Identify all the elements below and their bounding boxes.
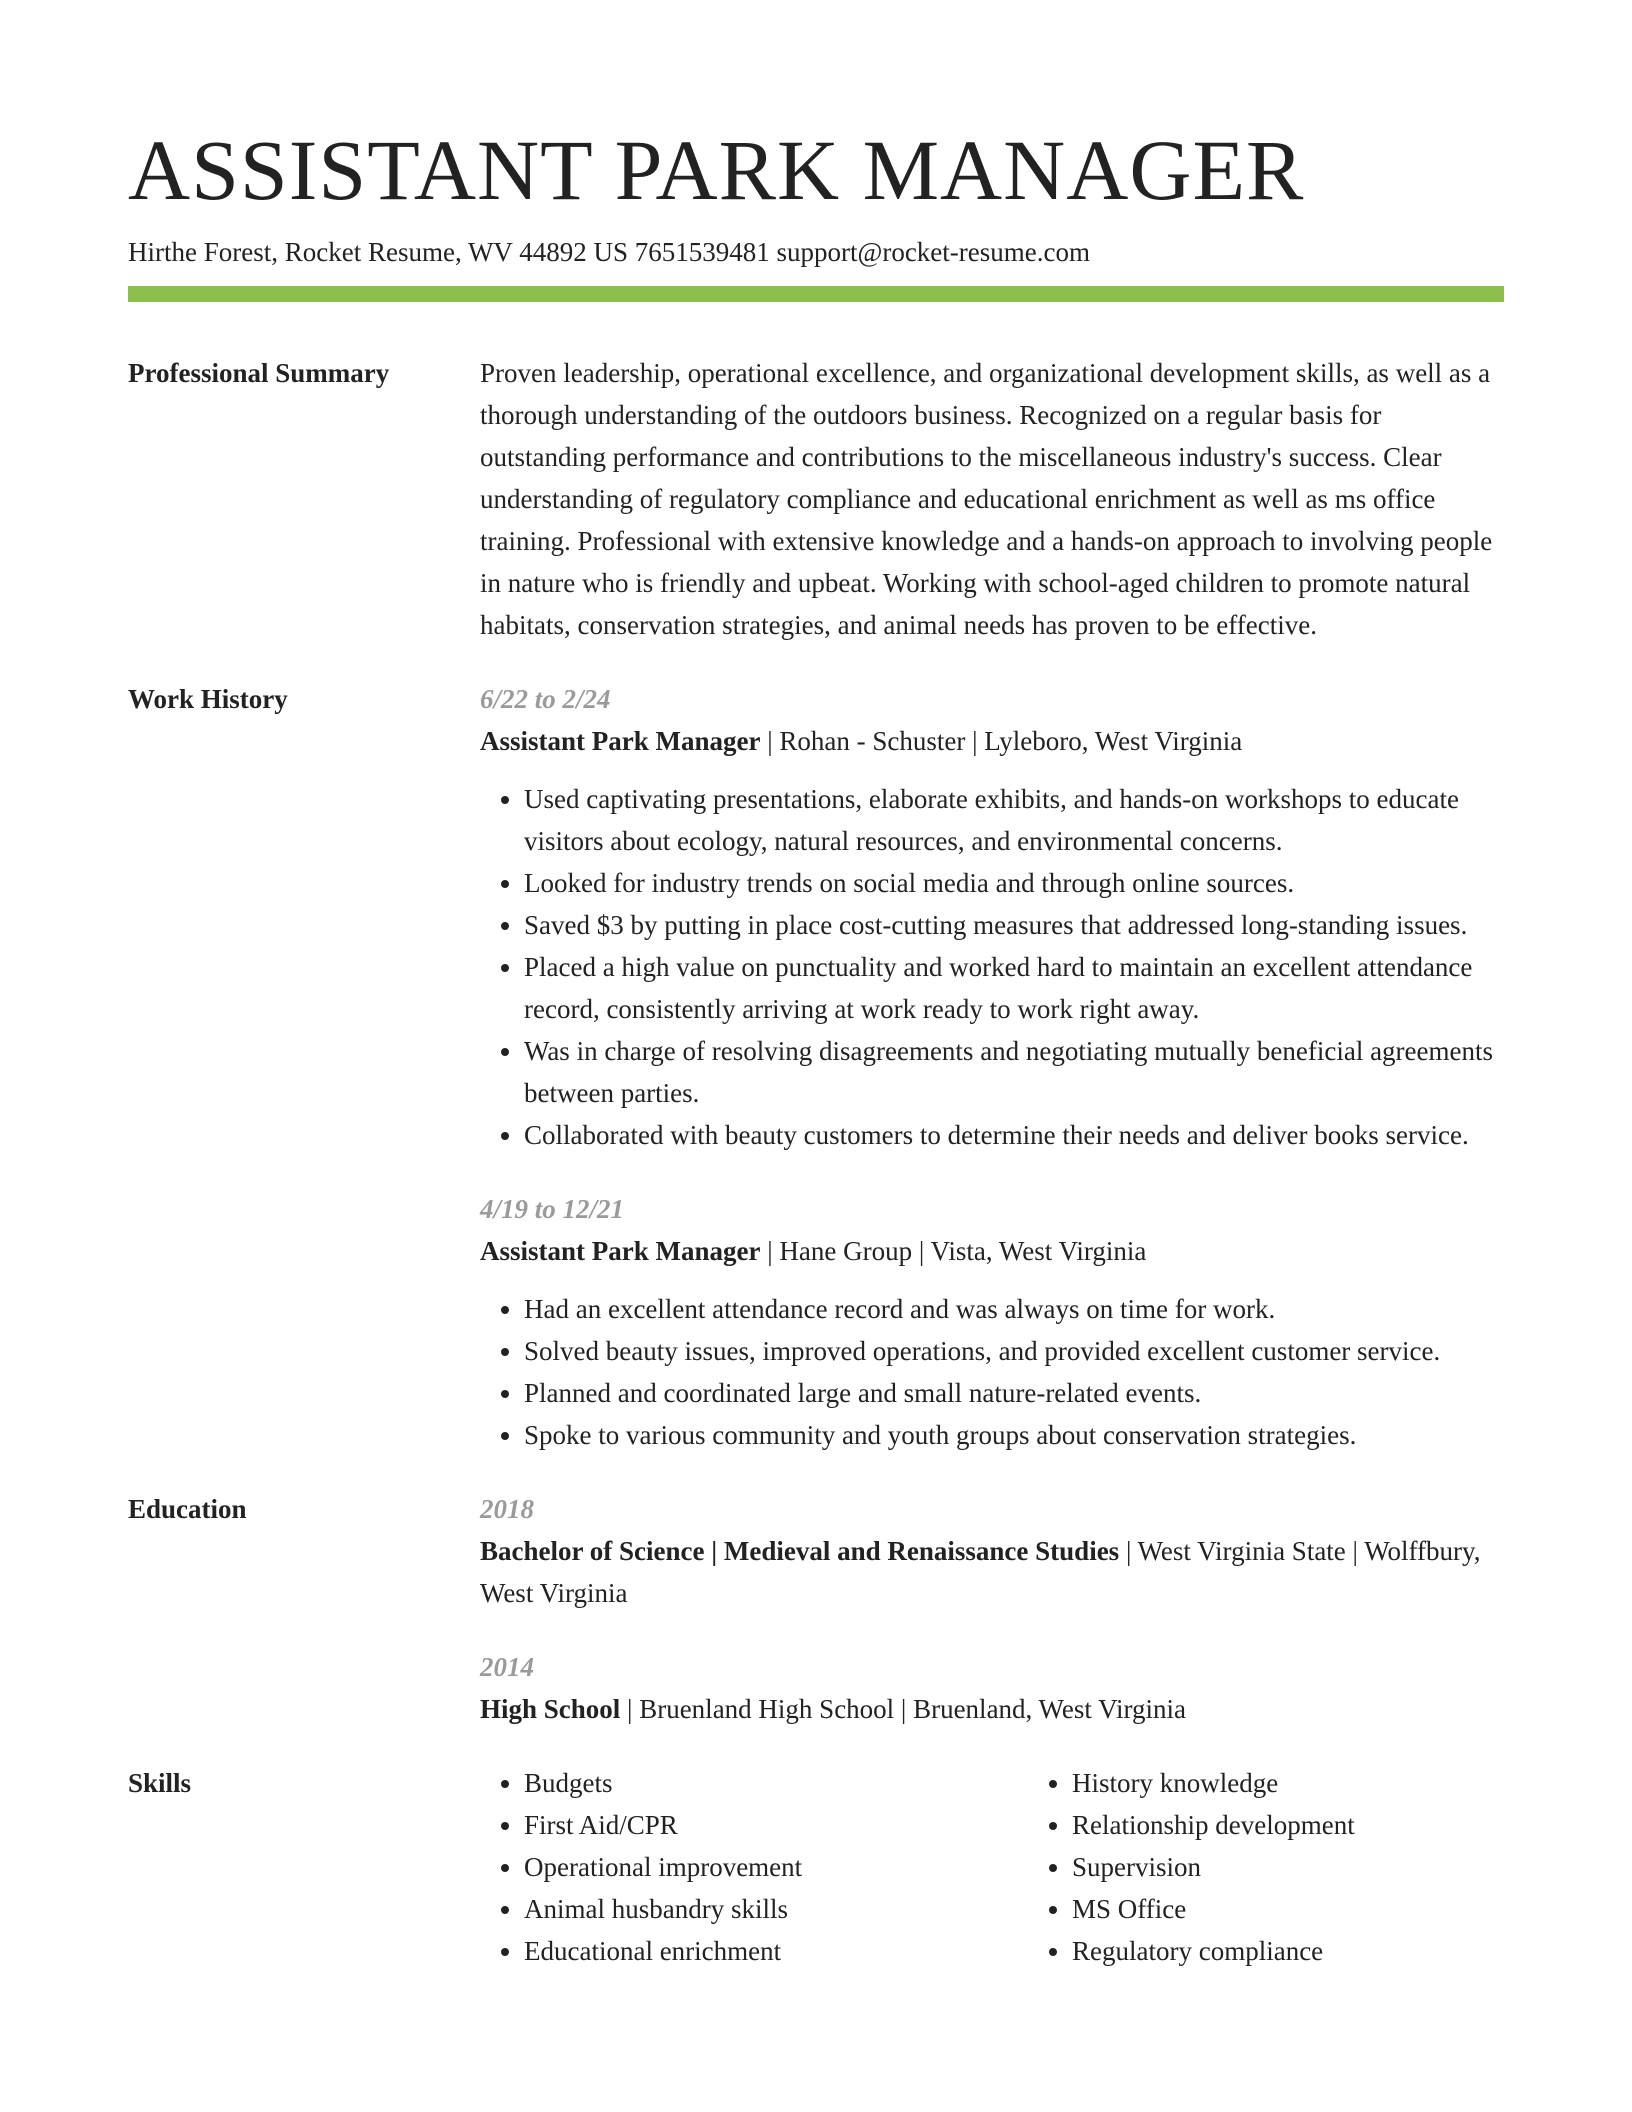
skills-columns [480,1762,1532,1972]
skill-item: • Educational enrichment [524,1930,984,1972]
job-title: Assistant Park Manager [480,726,761,756]
education-line [480,1688,1504,1730]
job-bullet: • Looked for industry trends on social media and through online sources. [524,862,1504,904]
contact-line: Hirthe Forest, Rocket Resume, WV 44892 US 7651539481 support@rocket-resume.com [128,237,1090,267]
summary-section [128,352,1504,646]
section-label-education: Education [128,1494,247,1524]
accent-divider [128,286,1504,302]
job-details: | Rohan - Schuster | Lyleboro, West Virginia [760,726,1243,756]
resume-title: ASSISTANT PARK MANAGER [128,122,1305,218]
job-bullet: • Planned and coordinated large and small nature-related events. [524,1372,1504,1414]
skill-item: • Operational improvement [524,1846,984,1888]
work-history-section [128,678,1504,1456]
skills-section [128,1762,1504,1972]
job-dates: 4/19 to 12/21 [480,1194,625,1224]
skill-item: • First Aid/CPR [524,1804,984,1846]
education-year: 2018 [480,1494,534,1524]
job-role-line [480,720,1504,762]
skill-item: • Regulatory compliance [1072,1930,1532,1972]
job-bullet: • Spoke to various community and youth groups about conservation strategies. [524,1414,1504,1456]
job-entry [480,1188,1504,1456]
job-dates: 6/22 to 2/24 [480,684,611,714]
section-label-skills: Skills [128,1768,192,1798]
education-entry [480,1646,1504,1730]
skill-item: • Animal husbandry skills [524,1888,984,1930]
skill-item: • Relationship development [1072,1804,1532,1846]
work-history-body [480,678,1504,1456]
job-bullet: • Was in charge of resolving disagreements and negotiating mutually beneficial agreements between parties. [524,1030,1504,1114]
job-bullets [480,1288,1504,1456]
job-details: | Hane Group | Vista, West Virginia [760,1236,1147,1266]
education-entry [480,1488,1504,1614]
job-title: Assistant Park Manager [480,1236,761,1266]
education-line [480,1530,1504,1614]
summary-text: Proven leadership, operational excellence, and organizational development skills, as well as a thorough understanding of the outdoors business. Recognized on a regular basis for outstanding performance and contributions to the miscellaneous industry's success. Clear understanding of regulatory compliance and educational enrichment as well as ms office training. Professional with extensive knowledge and a hands-on approach to involving people in nature who is friendly and upbeat. Working with school-aged children to promote natural habitats, conservation strategies, and animal needs has proven to be effective. [480,358,1493,640]
job-bullet: • Collaborated with beauty customers to determine their needs and deliver books service. [524,1114,1504,1156]
job-bullet: • Used captivating presentations, elaborate exhibits, and hands-on workshops to educate visitors about ecology, natural resources, and environmental concerns. [524,778,1504,862]
education-body [480,1488,1504,1730]
skills-list-right [1028,1762,1532,1972]
job-bullet: • Placed a high value on punctuality and worked hard to maintain an excellent attendance record, consistently arriving at work ready to work right away. [524,946,1504,1030]
job-bullet: • Solved beauty issues, improved operations, and provided excellent customer service. [524,1330,1504,1372]
skills-list-left [480,1762,984,1972]
skill-item: • Budgets [524,1762,984,1804]
skill-item: • History knowledge [1072,1762,1532,1804]
resume-page [128,120,1504,1972]
job-bullet: • Had an excellent attendance record and was always on time for work. [524,1288,1504,1330]
section-label-summary: Professional Summary [128,358,390,388]
job-bullet: • Saved $3 by putting in place cost-cutting measures that addressed long-standing issues. [524,904,1504,946]
education-details: | Bruenland High School | Bruenland, West Virginia [620,1694,1187,1724]
job-bullets [480,778,1504,1156]
job-role-line [480,1230,1504,1272]
education-degree: Bachelor of Science | Medieval and Renaissance Studies [480,1536,1120,1566]
education-details: | West Virginia State | Wolffbury, West Virginia [480,1536,1481,1608]
education-degree: High School [480,1694,621,1724]
section-label-work: Work History [128,684,288,714]
education-section [128,1488,1504,1730]
skills-body [480,1762,1532,1972]
job-entry [480,678,1504,1156]
skill-item: • MS Office [1072,1888,1532,1930]
education-year: 2014 [480,1652,534,1682]
skill-item: • Supervision [1072,1846,1532,1888]
